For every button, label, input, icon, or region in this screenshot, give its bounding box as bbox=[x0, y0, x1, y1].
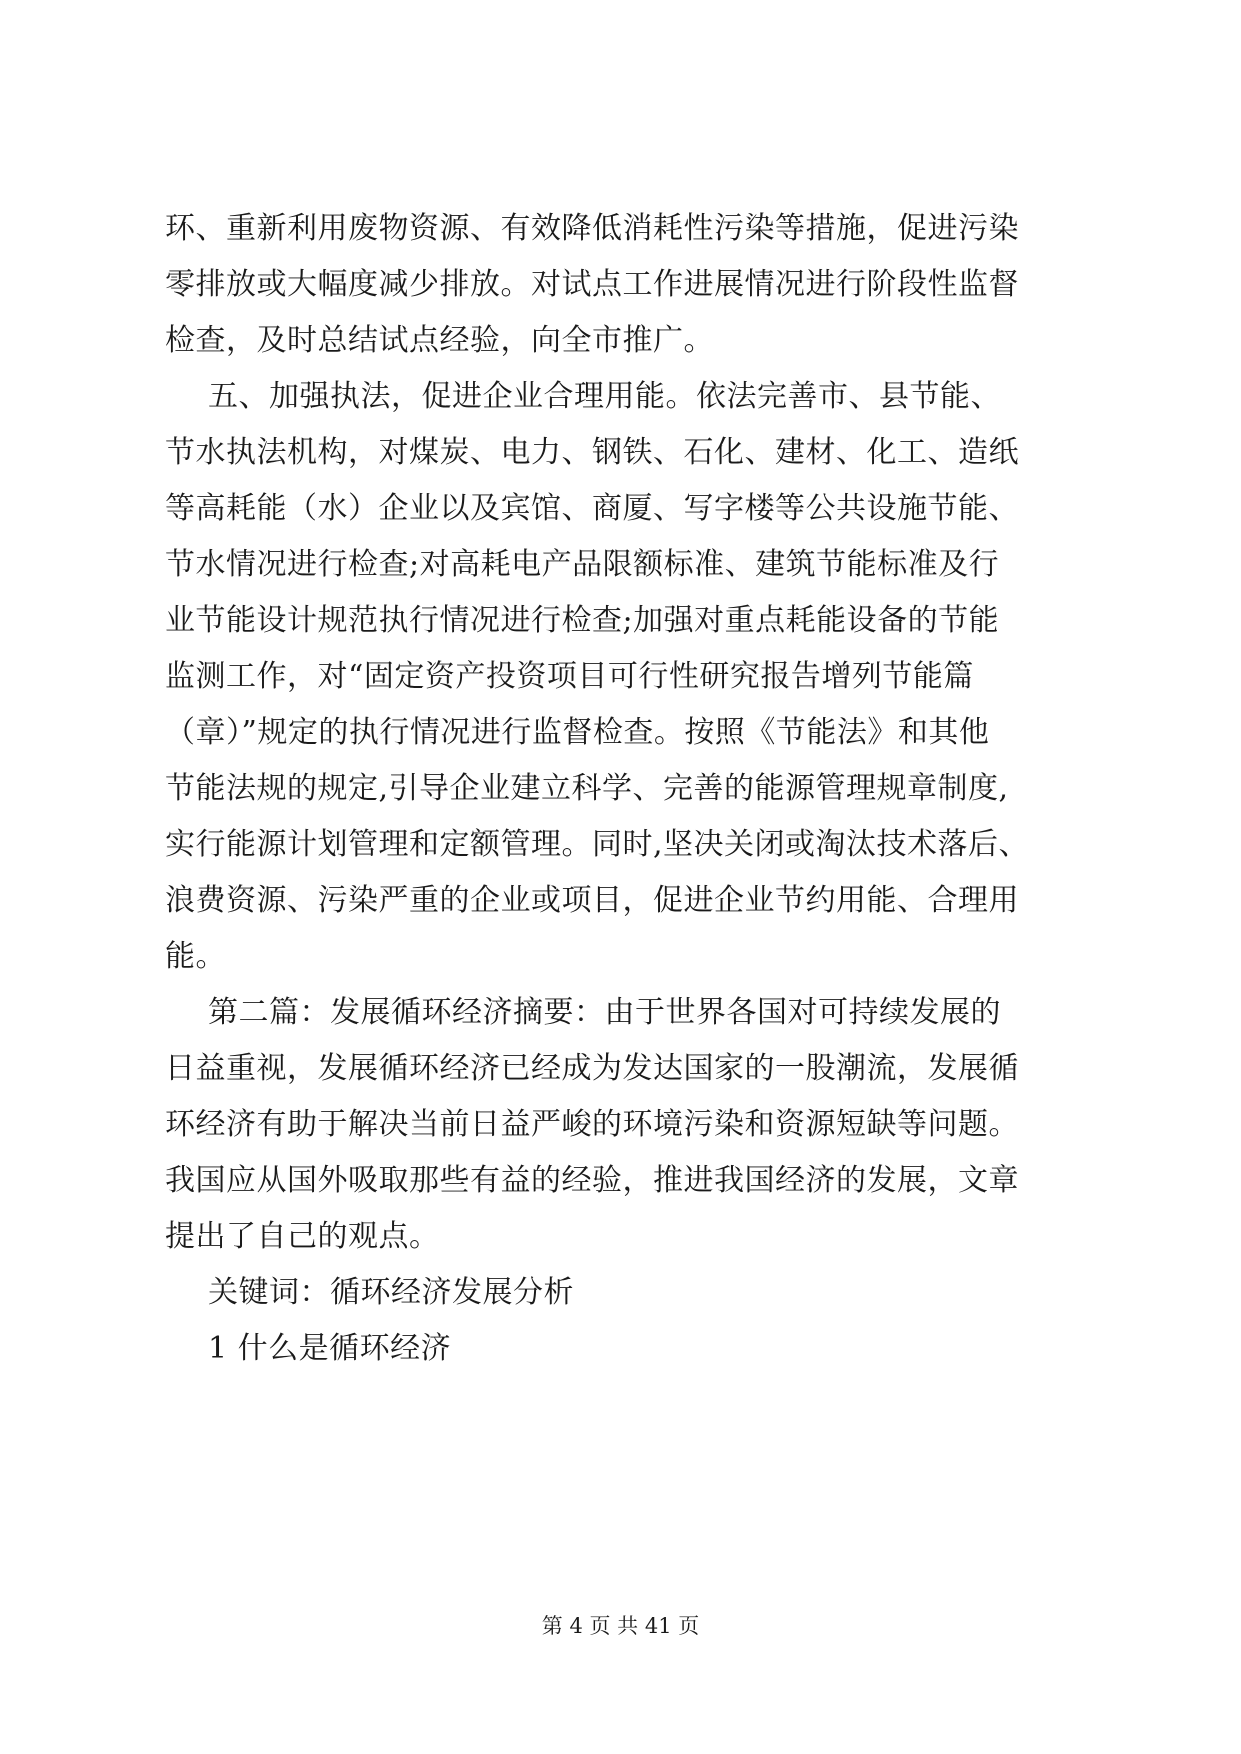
page-footer: 第 4 页 共 41 页 bbox=[541, 1614, 700, 1638]
text-line: 提出了自己的观点。 bbox=[165, 1219, 440, 1254]
text-line: 监测工作，对“固定资产投资项目可行性研究报告增列节能篇 bbox=[165, 659, 974, 694]
text-line: 环、重新利用废物资源、有效降低消耗性污染等措施，促进污染 bbox=[165, 211, 1019, 246]
text-line: 实行能源计划管理和定额管理。同时,坚决关闭或淘汰技术落后、 bbox=[165, 827, 1030, 862]
text-line: 零排放或大幅度减少排放。对试点工作进展情况进行阶段性监督 bbox=[165, 267, 1019, 302]
text-line: 节能法规的规定,引导企业建立科学、完善的能源管理规章制度, bbox=[165, 771, 1009, 806]
text-line: 环经济有助于解决当前日益严峻的环境污染和资源短缺等问题。 bbox=[165, 1107, 1019, 1142]
text-line: 五、加强执法，促进企业合理用能。依法完善市、县节能、 bbox=[208, 379, 1001, 414]
section-heading: 1 什么是循环经济 bbox=[208, 1331, 452, 1366]
text-line: 我国应从国外吸取那些有益的经验，推进我国经济的发展，文章 bbox=[165, 1163, 1019, 1198]
text-line: 节水情况进行检查;对高耗电产品限额标准、建筑节能标准及行 bbox=[165, 547, 1000, 582]
text-line: 能。 bbox=[165, 939, 226, 974]
text-line: 检查，及时总结试点经验，向全市推广。 bbox=[165, 323, 714, 358]
text-line: 等高耗能（水）企业以及宾馆、商厦、写字楼等公共设施节能、 bbox=[165, 491, 1019, 526]
text-line: （章）”规定的执行情况进行监督检查。按照《节能法》和其他 bbox=[165, 715, 990, 750]
keywords-line: 关键词：循环经济发展分析 bbox=[208, 1275, 574, 1310]
text-line: 日益重视，发展循环经济已经成为发达国家的一股潮流，发展循 bbox=[165, 1051, 1019, 1086]
text-line: 第二篇：发展循环经济摘要：由于世界各国对可持续发展的 bbox=[208, 995, 1001, 1030]
text-line: 浪费资源、污染严重的企业或项目，促进企业节约用能、合理用 bbox=[165, 883, 1019, 918]
text-line: 业节能设计规范执行情况进行检查;加强对重点耗能设备的节能 bbox=[165, 603, 1000, 638]
text-line: 节水执法机构，对煤炭、电力、钢铁、石化、建材、化工、造纸 bbox=[165, 435, 1019, 470]
